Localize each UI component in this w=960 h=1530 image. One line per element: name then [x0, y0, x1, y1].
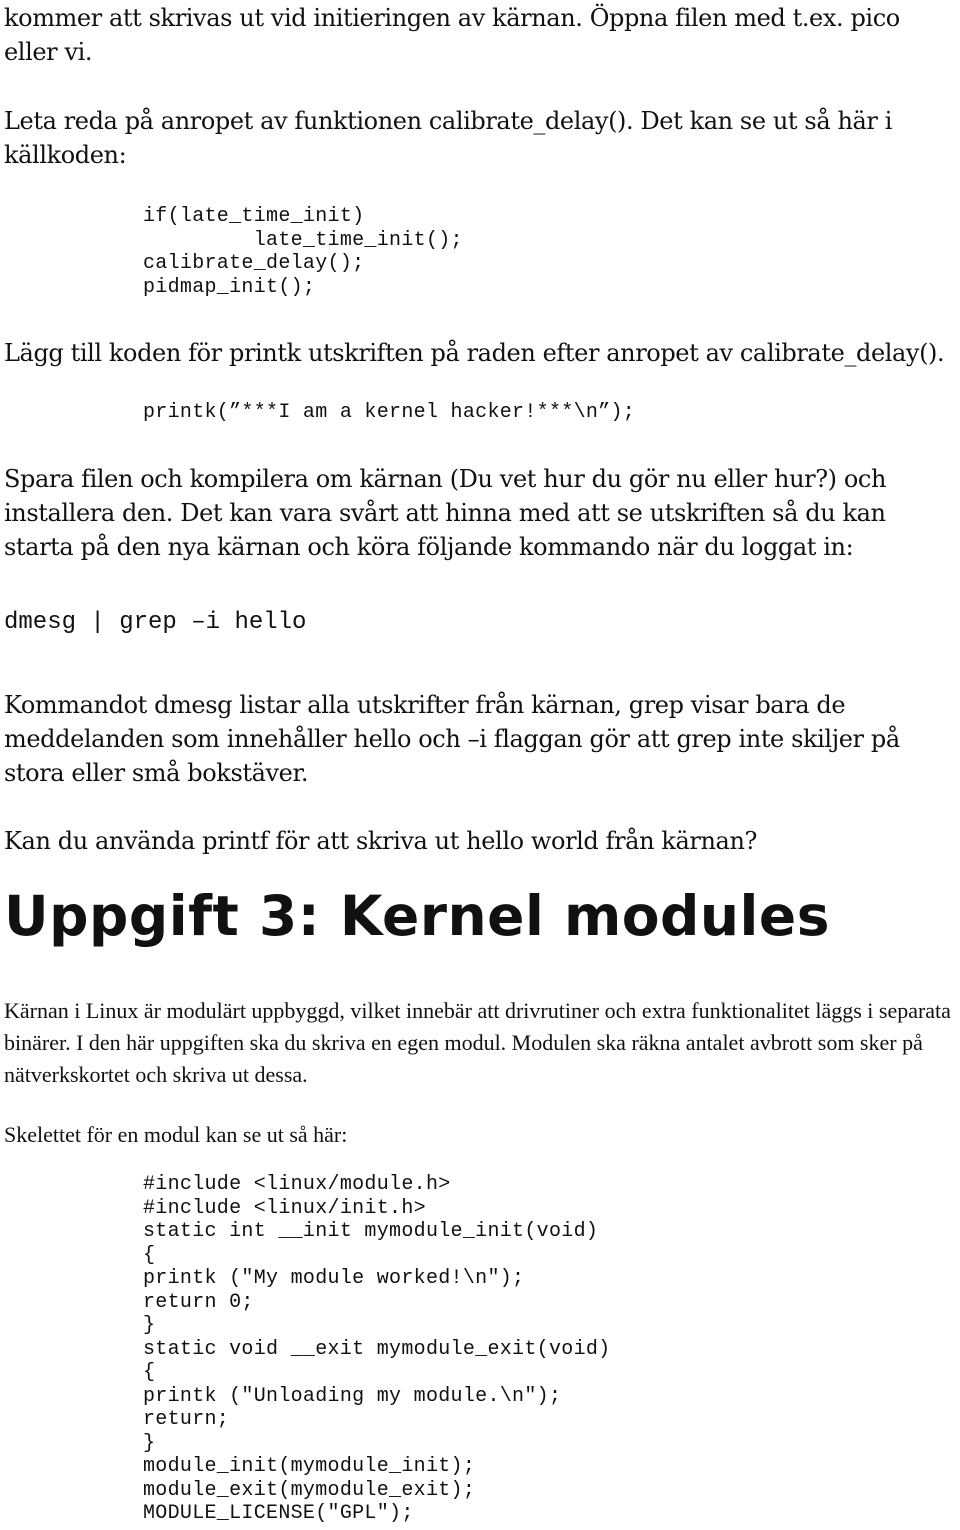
code-snippet-calibrate-delay: if(late_time_init) late_time_init(); calibrate_delay(); pidmap_init(); — [143, 205, 463, 299]
paragraph-find-calibrate-delay: Leta reda på anropet av funktionen calibrate_delay(). Det kan se ut så här i källkoden: — [4, 107, 892, 169]
section-heading: Uppgift 3: Kernel modules — [4, 884, 830, 948]
paragraph-printf-question: Kan du använda printf för att skriva ut hello world från kärnan? — [4, 827, 757, 855]
code-module-skeleton: #include <linux/module.h> #include <linux/init.h> static int __init mymodule_init(void) { printk ("My module worked!\n"); return 0; } static void __exit mymodule_exit(void) { printk ("Unloading my module.\n"); return; } module_init(mymodule_init); module_exit(mymodule_exit); MODULE_LICENSE("GPL"); — [143, 1173, 611, 1525]
code-printk-line: printk(”***I am a kernel hacker!***\n”); — [143, 401, 636, 424]
paragraph-add-printk: Lägg till koden för printk utskriften på raden efter anropet av calibrate_delay(). — [4, 339, 945, 367]
code-dmesg-command: dmesg | grep –i hello — [4, 609, 307, 636]
paragraph-dmesg-explanation: Kommandot dmesg listar alla utskrifter från kärnan, grep visar bara de meddelanden som innehåller hello och –i flaggan gör att grep inte skiljer på stora eller små bokstäver. — [4, 691, 900, 787]
paragraph-kernel-modules-intro: Kärnan i Linux är modulärt uppbyggd, vilket innebär att drivrutiner och extra funktionalitet läggs i separata binärer. I den här uppgiften ska du skriva en egen modul. Modulen ska räkna antalet avbrott som sker på nätverkskortet och skriva ut dessa. — [4, 998, 951, 1087]
paragraph-skeleton-intro: Skelettet för en modul kan se ut så här: — [4, 1122, 348, 1147]
paragraph-kernel-init-output: kommer att skrivas ut vid initieringen av kärnan. Öppna filen med t.ex. pico eller vi. — [4, 4, 900, 66]
paragraph-compile-install: Spara filen och kompilera om kärnan (Du vet hur du gör nu eller hur?) och installera den. Det kan vara svårt att hinna med att se utskriften så du kan starta på den nya kärnan och köra följande kommando när du loggat in: — [4, 465, 887, 561]
